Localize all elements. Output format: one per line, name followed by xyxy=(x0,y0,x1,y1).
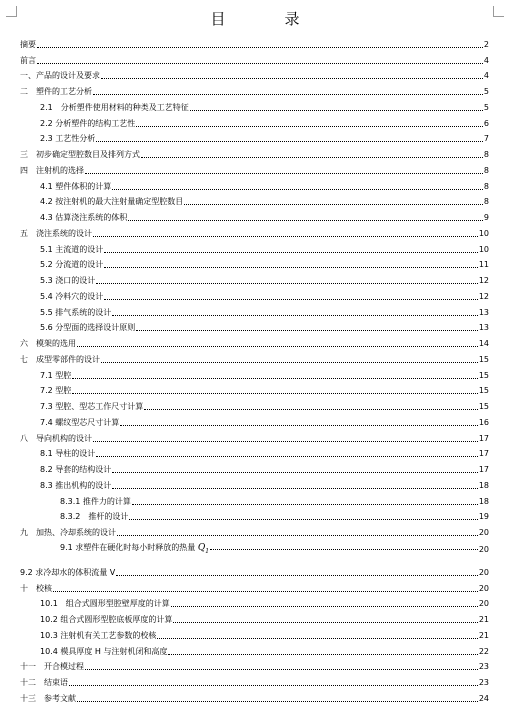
toc-entry-title xyxy=(40,260,103,270)
toc-entry-title xyxy=(40,449,95,459)
toc-entry-title-text: 10.2 组合式圆形型腔底板厚度的计算 xyxy=(40,615,173,624)
dot-leader xyxy=(69,685,478,686)
toc-entry-title xyxy=(20,528,116,538)
toc-entry-title-text: 三 初步确定型腔数目及排列方式 xyxy=(20,150,140,159)
toc-entry-title xyxy=(20,56,36,66)
toc-entry-title-text: 二 塑件的工艺分析 xyxy=(20,87,92,96)
toc-entry-title-text: 8.3.2 推杆的设计 xyxy=(60,512,129,522)
toc-page-number: 17 xyxy=(478,433,489,443)
toc-entry-title-text: 六 模架的选用 xyxy=(20,339,76,348)
toc-entry-title-text: 八 导向机构的设计 xyxy=(20,433,92,443)
toc-entry-title xyxy=(40,402,143,412)
dot-leader xyxy=(85,669,478,670)
toc-entry[interactable] xyxy=(20,286,489,302)
toc-entry[interactable] xyxy=(20,176,489,192)
toc-page-number: 17 xyxy=(478,465,489,474)
toc-entry[interactable] xyxy=(20,507,489,523)
toc-page-number: 8 xyxy=(483,197,489,207)
toc-entry-title xyxy=(40,371,71,381)
toc-entry-title xyxy=(60,543,209,557)
toc-entry-title-text: 5.2 分流道的设计 xyxy=(40,260,104,270)
toc-entry-title xyxy=(20,150,140,160)
dot-leader xyxy=(77,346,478,347)
dot-leader xyxy=(129,519,477,520)
toc-entry-title xyxy=(40,182,111,192)
toc-page-number: 5 xyxy=(483,102,489,112)
toc-entry-title-text: 10.1 组合式圆形型腔壁厚度的计算 xyxy=(40,599,170,609)
toc-entry-title-text: 5.6 分型面的选择设计原则 xyxy=(40,323,136,333)
toc-entry-title-text: 2.1 分析塑件使用材料的种类及工艺特征 xyxy=(40,102,189,112)
toc-page-number: 17 xyxy=(478,449,489,459)
toc-entry[interactable] xyxy=(20,349,489,365)
dot-leader xyxy=(157,638,477,639)
toc-page-number: 15 xyxy=(478,402,489,411)
toc-page-number: 20 xyxy=(478,583,489,593)
toc-page-number: 23 xyxy=(478,678,489,687)
formula-letter: Q xyxy=(197,543,206,554)
toc-entry-title xyxy=(20,71,100,81)
toc-entry-title-text: 前言 xyxy=(20,55,36,65)
toc-entry-title-text: 4.1 塑件体积的计算 xyxy=(40,181,112,191)
dot-leader xyxy=(112,189,483,190)
toc-entry-title-text: 7.3 型腔、型芯工作尺寸计算 xyxy=(40,402,144,411)
toc-page-number: 21 xyxy=(478,630,489,640)
toc-entry-title xyxy=(40,647,167,657)
toc-entry-title xyxy=(40,134,95,144)
toc-entry-title-text: 九 加热、冷却系统的设计 xyxy=(20,528,116,537)
toc-entry[interactable] xyxy=(20,412,489,428)
toc-entry-title xyxy=(20,694,76,704)
toc-entry[interactable] xyxy=(20,160,489,176)
toc-entry[interactable] xyxy=(20,522,489,538)
dot-leader xyxy=(72,378,478,379)
toc-page-number: 15 xyxy=(478,354,489,364)
toc-entry-title-text: 2.3 工艺性分析 xyxy=(40,134,96,144)
dot-leader xyxy=(93,94,483,95)
toc-entry-title xyxy=(40,197,183,207)
dot-leader xyxy=(104,252,478,253)
toc-entry-title-text: 8.2 导套的结构设计 xyxy=(40,465,112,474)
toc-entry-title xyxy=(20,339,76,349)
toc-entry[interactable] xyxy=(20,318,489,334)
dot-leader xyxy=(37,63,483,64)
dot-leader xyxy=(116,575,478,576)
dot-leader xyxy=(210,549,478,550)
dot-leader xyxy=(112,472,478,473)
toc-page-number: 4 xyxy=(483,55,489,65)
toc-entry[interactable] xyxy=(20,129,489,145)
toc-entry-title xyxy=(40,615,172,625)
toc-entry-title-text: 8.3 推出机构的设计 xyxy=(40,480,112,490)
dot-leader xyxy=(112,488,478,489)
toc-entry-title xyxy=(60,497,131,507)
toc-entry-title-text: 7.1 型腔 xyxy=(40,370,72,380)
toc-entry-title-text: 7.4 螺纹型芯尺寸计算 xyxy=(40,417,120,427)
toc-entry-title xyxy=(20,568,115,578)
dot-leader xyxy=(136,126,483,127)
table-of-contents xyxy=(20,34,489,704)
dot-leader xyxy=(104,299,478,300)
toc-entry-title xyxy=(40,599,170,609)
dot-leader xyxy=(184,204,483,205)
toc-entry-title xyxy=(40,213,127,223)
toc-entry[interactable] xyxy=(20,192,489,208)
toc-entry-title xyxy=(20,355,100,365)
dot-leader xyxy=(96,283,478,284)
toc-entry[interactable] xyxy=(20,594,489,610)
toc-page-number: 21 xyxy=(478,615,489,624)
toc-page-number: 18 xyxy=(478,480,489,490)
toc-entry-title xyxy=(40,418,119,428)
toc-page-number: 15 xyxy=(478,370,489,380)
toc-entry[interactable] xyxy=(20,50,489,66)
toc-page-number: 8 xyxy=(483,150,489,159)
dot-leader xyxy=(96,141,483,142)
toc-page-number: 16 xyxy=(478,417,489,427)
toc-page-number: 8 xyxy=(483,181,489,191)
toc-entry-title xyxy=(20,678,68,688)
toc-entry[interactable] xyxy=(20,223,489,239)
toc-entry[interactable] xyxy=(20,491,489,507)
dot-leader xyxy=(120,425,478,426)
toc-entry[interactable] xyxy=(20,81,489,97)
toc-page-number: 14 xyxy=(478,339,489,348)
toc-entry[interactable] xyxy=(20,538,489,562)
toc-entry-title xyxy=(40,103,189,113)
toc-entry-title-text: 十 校核 xyxy=(20,583,52,593)
dot-leader xyxy=(101,362,478,363)
toc-page-number: 7 xyxy=(483,134,489,144)
toc-entry[interactable] xyxy=(20,688,489,704)
toc-entry[interactable] xyxy=(20,66,489,82)
dot-leader xyxy=(141,157,483,158)
toc-page-number: 20 xyxy=(478,528,489,537)
toc-entry-title-text: 5.3 浇口的设计 xyxy=(40,276,96,285)
toc-entry-title-text: 十二 结束语 xyxy=(20,678,68,687)
toc-page-number: 23 xyxy=(478,662,489,672)
toc-entry[interactable] xyxy=(20,625,489,641)
toc-entry-title xyxy=(20,229,92,239)
toc-page-number: 2 xyxy=(483,39,489,49)
dot-leader xyxy=(171,606,478,607)
dot-leader xyxy=(93,236,478,237)
dot-leader xyxy=(112,315,478,316)
toc-entry-title xyxy=(20,40,36,50)
toc-entry[interactable] xyxy=(20,578,489,594)
toc-entry[interactable] xyxy=(20,475,489,491)
toc-entry-title xyxy=(20,87,92,97)
dot-leader xyxy=(85,173,483,174)
dot-leader xyxy=(117,535,478,536)
toc-entry-title-text: 9.1 求塑件在硬化时每小时释放的热量 xyxy=(60,543,196,553)
toc-entry-title xyxy=(40,481,111,491)
toc-page-number: 10 xyxy=(478,228,489,238)
toc-page-number: 5 xyxy=(483,87,489,96)
toc-page-number: 19 xyxy=(478,512,489,522)
toc-entry-title-text: 七 成型零部件的设计 xyxy=(20,354,100,364)
dot-leader xyxy=(77,701,478,702)
toc-page-number: 13 xyxy=(478,307,489,317)
toc-entry[interactable] xyxy=(20,302,489,318)
toc-entry-title-text: 4.2 按注射机的最大注射量确定型腔数目 xyxy=(40,197,184,207)
toc-entry[interactable] xyxy=(20,113,489,129)
toc-entry-title xyxy=(20,166,84,176)
toc-page-number: 18 xyxy=(478,496,489,506)
toc-page-number: 9 xyxy=(483,213,489,222)
dot-leader xyxy=(132,504,478,505)
toc-page-number: 15 xyxy=(478,386,489,396)
toc-entry-title xyxy=(40,465,111,475)
formula-symbol xyxy=(198,543,209,553)
toc-entry-title-text: 5.4 冷料穴的设计 xyxy=(40,291,104,301)
toc-entry[interactable] xyxy=(20,641,489,657)
dot-leader xyxy=(144,409,478,410)
dot-leader xyxy=(168,654,477,655)
toc-entry[interactable] xyxy=(20,239,489,255)
toc-page-number: 13 xyxy=(478,323,489,333)
dot-leader xyxy=(128,220,483,221)
toc-page-number: 20 xyxy=(478,599,489,609)
toc-entry-title xyxy=(20,584,52,594)
toc-entry-title-text: 8.1 导柱的设计 xyxy=(40,449,96,459)
toc-entry-title xyxy=(20,662,84,672)
toc-entry-title-text: 8.3.1 推件力的计算 xyxy=(60,496,131,506)
toc-entry-title xyxy=(40,323,135,333)
page-title: 目 录 xyxy=(210,10,322,28)
toc-entry[interactable] xyxy=(20,270,489,286)
dot-leader xyxy=(190,110,483,111)
toc-entry[interactable] xyxy=(20,562,489,578)
toc-entry-title-text: 4.3 估算浇注系统的体积 xyxy=(40,213,128,222)
toc-entry-title-text: 10.4 模具厚度 H 与注射机闭和高度 xyxy=(40,646,168,656)
dot-leader xyxy=(96,456,478,457)
toc-entry-title xyxy=(40,276,95,286)
toc-page-number: 11 xyxy=(478,260,489,270)
toc-entry[interactable] xyxy=(20,333,489,349)
toc-page-number: 22 xyxy=(478,646,489,656)
dot-leader xyxy=(72,393,478,394)
toc-entry[interactable] xyxy=(20,365,489,381)
toc-entry-title-text: 7.2 型腔 xyxy=(40,386,72,396)
toc-entry-title-text: 5.5 排气系统的设计 xyxy=(40,307,112,317)
toc-page-number: 12 xyxy=(478,291,489,301)
toc-entry[interactable] xyxy=(20,672,489,688)
toc-entry-title xyxy=(40,245,103,255)
toc-entry-title xyxy=(40,308,111,318)
toc-entry-title xyxy=(20,434,92,444)
dot-leader xyxy=(173,622,477,623)
toc-entry-title-text: 10.3 注射机有关工艺参数的校核 xyxy=(40,630,157,640)
toc-page-number: 4 xyxy=(483,71,489,81)
toc-entry[interactable] xyxy=(20,609,489,625)
toc-entry[interactable] xyxy=(20,396,489,412)
toc-page-number: 8 xyxy=(483,165,489,175)
dot-leader xyxy=(101,78,483,79)
formula-subscript: 1 xyxy=(205,547,210,555)
toc-entry-title-text: 十三 参考文献 xyxy=(20,693,76,703)
toc-entry-title-text: 2.2 分析塑件的结构工艺性 xyxy=(40,118,136,128)
toc-page-number: 20 xyxy=(478,545,489,554)
dot-leader xyxy=(104,267,478,268)
toc-entry-title-text: 摘要 xyxy=(20,39,36,49)
dot-leader xyxy=(136,330,478,331)
toc-page-number: 6 xyxy=(483,118,489,128)
toc-entry[interactable] xyxy=(20,144,489,160)
toc-page-number: 20 xyxy=(478,567,489,577)
toc-entry[interactable] xyxy=(20,444,489,460)
toc-entry[interactable] xyxy=(20,97,489,113)
toc-entry[interactable] xyxy=(20,34,489,50)
toc-entry-title-text: 十一 开合模过程 xyxy=(20,662,84,672)
toc-page-number: 24 xyxy=(478,693,489,703)
toc-page-number: 10 xyxy=(478,244,489,254)
toc-entry-title-text: 5.1 主流道的设计 xyxy=(40,244,104,254)
toc-entry[interactable] xyxy=(20,381,489,397)
toc-entry-title-text: 五 浇注系统的设计 xyxy=(20,228,92,238)
toc-entry-title xyxy=(40,386,71,396)
toc-page-number: 12 xyxy=(478,276,489,285)
toc-entry[interactable] xyxy=(20,255,489,271)
dot-leader xyxy=(53,591,478,592)
toc-entry[interactable] xyxy=(20,459,489,475)
toc-entry[interactable] xyxy=(20,207,489,223)
dot-leader xyxy=(37,47,483,48)
toc-entry-title xyxy=(60,512,128,522)
toc-entry[interactable] xyxy=(20,657,489,673)
toc-entry-title-text: 9.2 求冷却水的体积流量 V xyxy=(20,567,116,577)
toc-entry-title-text: 一、产品的设计及要求 xyxy=(20,71,100,81)
dot-leader xyxy=(93,441,478,442)
toc-entry-title-text: 四 注射机的选择 xyxy=(20,165,84,175)
toc-entry-title xyxy=(40,292,103,302)
toc-entry-title xyxy=(40,119,135,129)
toc-entry-title xyxy=(40,631,156,641)
toc-entry[interactable] xyxy=(20,428,489,444)
